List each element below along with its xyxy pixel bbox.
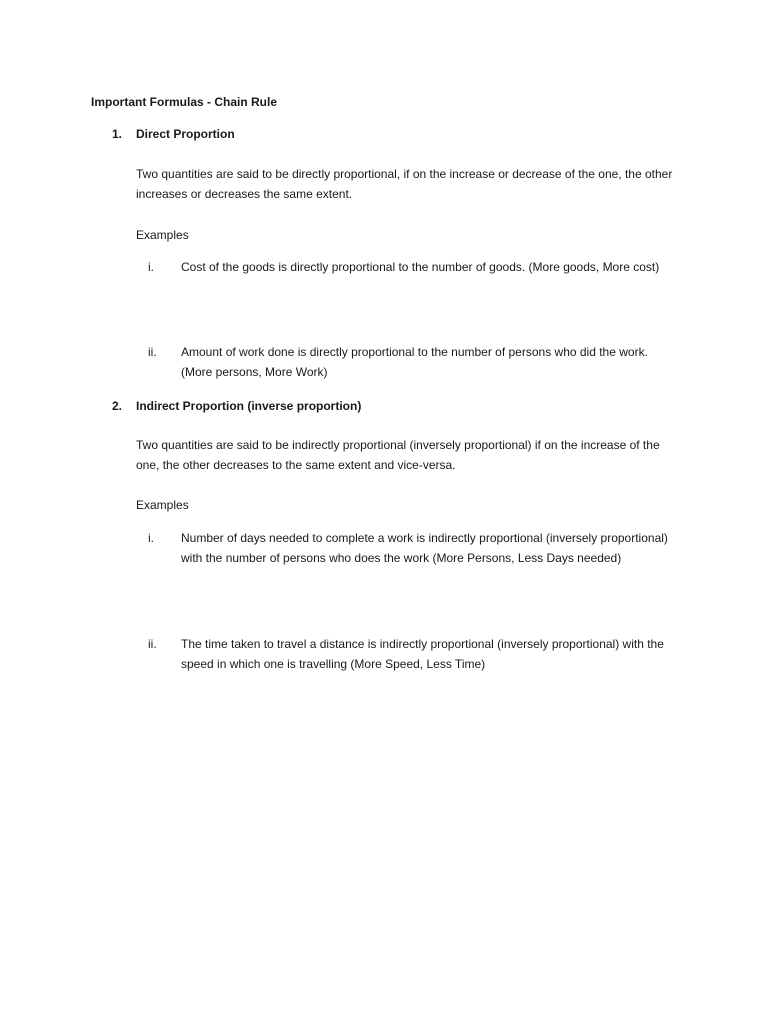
section-description: Two quantities are said to be indirectly proportional (inversely proportional) if on the increase of the one, the other decreases to the same extent and vice-versa. — [136, 438, 660, 472]
examples-label: Examples — [136, 228, 189, 242]
section-number: 2. — [112, 399, 123, 413]
list-marker: i. — [148, 260, 154, 274]
section-heading: Direct Proportion — [136, 127, 235, 141]
section-number: 1. — [112, 127, 123, 141]
list-item-text: Number of days needed to complete a work is indirectly proportional (inversely proportional) with the number of persons who does the work (More Persons, Less Days needed) — [181, 531, 668, 565]
page-title: Important Formulas - Chain Rule — [91, 95, 278, 109]
list-marker: ii. — [148, 637, 157, 651]
section-heading: Indirect Proportion (inverse proportion) — [136, 399, 362, 413]
list-item-text: Amount of work done is directly proportional to the number of persons who did the work. (More persons, More Work) — [181, 345, 648, 379]
list-item-text: Cost of the goods is directly proportional to the number of goods. (More goods, More cost) — [181, 260, 660, 274]
section-description: Two quantities are said to be directly proportional, if on the increase or decrease of the one, the other increases or decreases the same extent. — [136, 167, 673, 201]
examples-label: Examples — [136, 498, 189, 512]
list-marker: ii. — [148, 345, 157, 359]
list-marker: i. — [148, 531, 154, 545]
list-item-text: The time taken to travel a distance is indirectly proportional (inversely proportional) with the speed in which one is travelling (More Speed, Less Time) — [181, 637, 664, 671]
